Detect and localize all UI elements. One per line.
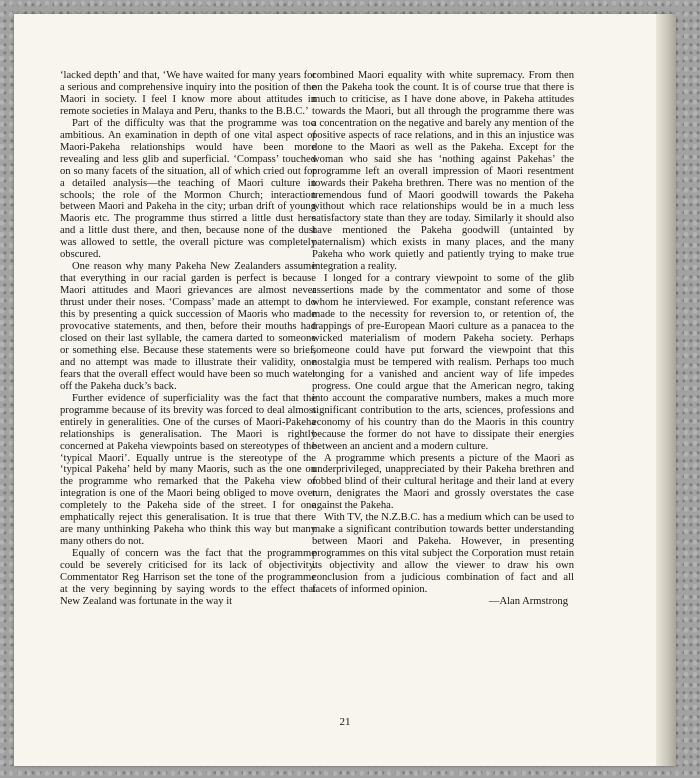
- author-signature: —Alan Armstrong: [488, 595, 568, 607]
- paragraph: combined Maori equality with white supremacy. From then on the Pakeha took the count. It is of course true that there is much to criticise, as I have done above, in Pakeha attitudes towards the Maori, but all through the programme there was a concentration on the negative and barely any mention of the positive aspects of race relations, and in this an injustice was done to the Maori as well as the Pakeha. Except for the woman who said she has ‘nothing against Pakehas’ the programme left an overall impression of Maori resentment towards their Pakeha brethren. There was no mention of the tremendous fund of Maori goodwill towards the Pakeha without which race relationships would be in a much less satisfactory state than they are today. Similarly it should also have mentioned the Pakeha goodwill (untainted by paternalism) which exists in many places, and the many Pakeha who work quietly and patiently trying to make true integration a reality.: [312, 70, 574, 273]
- left-column: [60, 70, 316, 608]
- right-column: [312, 70, 574, 608]
- paragraph: A programme which presents a picture of the Maori as underprivileged, unappreciated by their Pakeha brethren and robbed blind of their cultural heritage and their land at every turn, denigrates the Maori and grossly overstates the case against the Pakeha.: [312, 452, 574, 512]
- magazine-page: [14, 14, 676, 766]
- paragraph: Further evidence of superficiality was the fact that the programme because of its brevity was forced to deal almost entirely in generalities. One of the curses of Maori-Pakeha relationships is generalisation. The Maori is rightly concerned at Pakeha viewpoints based on stereotypes of the ‘typical Maori’. Equally untrue is the stereotype of the ‘typical Pakeha’ held by many Maoris, such as the one on the programme who remarked that the Pakeha view of integration is one of the Maori being obliged to move over completely to the Pakeha side of the street. I for one emphatically reject this generalisation. It is true that there are many unthinking Pakeha who think this way but many many others do not.: [60, 392, 316, 548]
- paragraph: Part of the difficulty was that the programme was too ambitious. An examination in depth of one vital aspect of Maori-Pakeha relationships would have been more revealing and less glib and superficial. ‘Compass’ touched on so many facets of the situation, all of which cried out for a detailed analysis—the teaching of Maori culture in schools; the role of the Mormon Church; interaction between Maori and Pakeha in the city; urban drift of young Maoris etc. The programme thus stirred a little dust here and a little dust there, and then, because none of the dust was allowed to settle, the overall picture was completely obscured.: [60, 117, 316, 261]
- paragraph: Equally of concern was the fact that the programme could be severely criticised for its lack of objectivity. Commentator Reg Harrison set the tone of the programme at the very beginning by saying words to the effect that New Zealand was fortunate in the way it: [60, 548, 316, 607]
- page-spine-shadow: [656, 14, 676, 766]
- paragraph: One reason why many Pakeha New Zealanders assume that everything in our racial garden is perfect is because Maori attitudes and Maori grievances are almost never thrust under their noses. ‘Compass’ made an attempt to do this by presenting a quick succession of Maoris who made provocative statements, and then, before their mouths had closed on their last syllable, the camera darted to someone or something else. Because these statements were so brief, and no attempt was made to illustrate their validity, one fears that the overall effect would have been so much water off the Pakeha duck’s back.: [60, 261, 316, 392]
- page-number: 21: [339, 716, 351, 728]
- paragraph: With TV, the N.Z.B.C. has a medium which can be used to make a significant contribution towards better understanding between Maori and Pakeha. However, in presenting programmes on this vital subject the Corporation must retain its objectivity and allow the viewer to draw his own conclusion from a judicious combination of fact and all facets of informed opinion.: [312, 512, 574, 595]
- paragraph: I longed for a contrary viewpoint to some of the glib assertions made by the commentator and some of those whom he interviewed. For example, constant reference was made to the necessity for reversion to, or retention of, the trappings of pre-European Maori culture as a panacea to the wicked materialism of modern Pakeha society. Perhaps someone could have put forward the viewpoint that this nostalgia must be tempered with realism. Perhaps too much longing for a vanished and ancient way of life impedes progress. One could argue that the American negro, taking into account the comparative numbers, makes a much more significant contribution to the arts, sciences, professions and economy of his country than do the Maoris in this country because the former do not have to dissipate their energies between an ancient and a modern culture.: [312, 273, 574, 452]
- paragraph: ‘lacked depth’ and that, ‘We have waited for many years for a serious and comprehensive inquiry into the position of the Maori in society. I feel I know more about attitudes in remote societies in Malaya and Peru, thanks to the B.B.C.’: [60, 70, 316, 117]
